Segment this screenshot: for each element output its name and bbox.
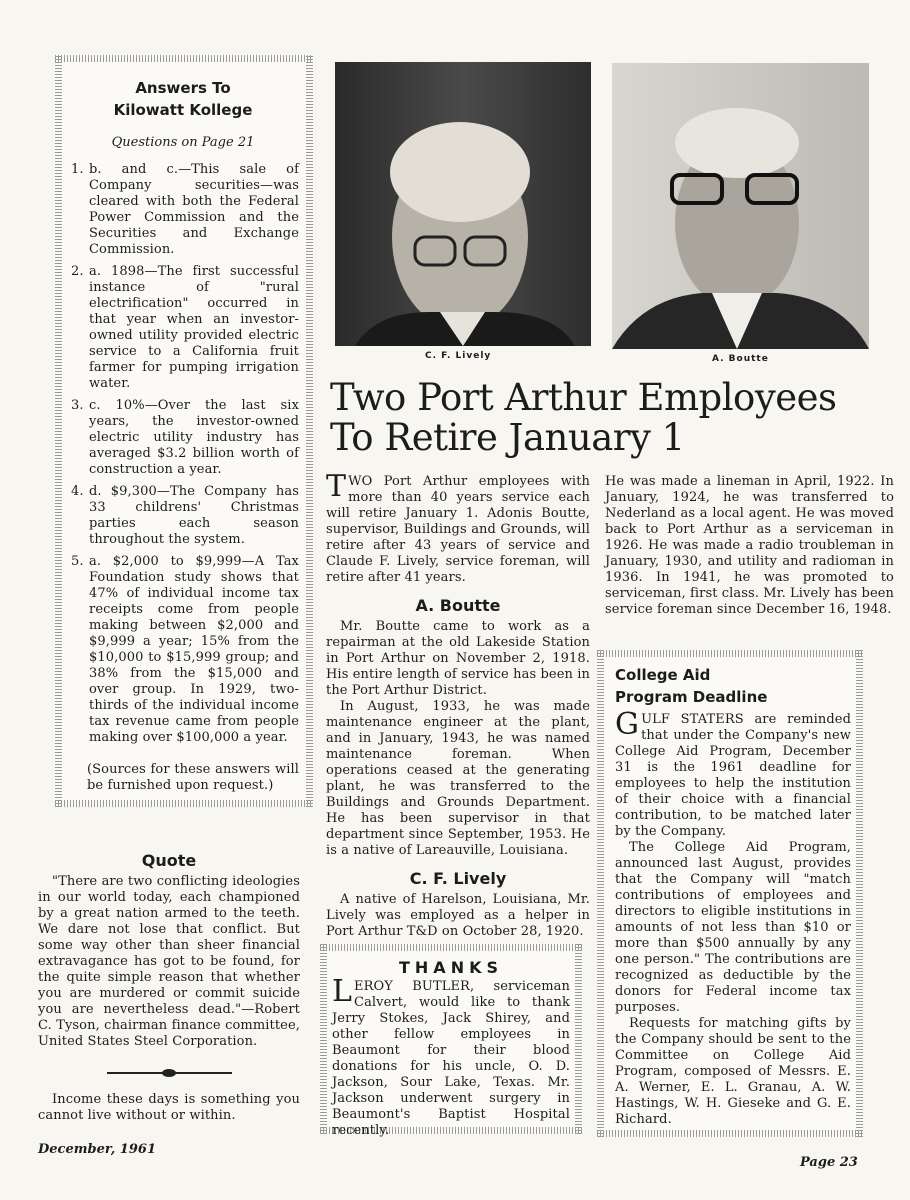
answer-text: a. 1898—The first successful instance of "rural electrification" occurred in that year when an investor-owned utility provided electric service to a California fruit farmer for pumping irrigation water. xyxy=(89,264,299,391)
answer-text: d. $9,300—The Company has 33 childrens' Christmas parties each season throughout the system. xyxy=(89,484,299,547)
answer-item xyxy=(67,554,299,746)
footer-date: December, 1961 xyxy=(38,1142,156,1157)
answer-item xyxy=(67,162,299,258)
answers-note: (Sources for these answers will be furnished upon request.) xyxy=(87,762,299,793)
answers-title xyxy=(67,77,299,121)
article-column-2 xyxy=(605,474,894,618)
portrait-lively-image xyxy=(335,62,591,346)
page-number: Page 23 xyxy=(800,1155,858,1170)
answer-number: 5. xyxy=(71,554,84,569)
answer-item xyxy=(67,484,299,548)
drop-cap: T xyxy=(326,469,347,504)
boutte-heading: A. Boutte xyxy=(415,596,501,615)
answers-title-line2: Kilowatt Kollege xyxy=(113,101,253,119)
quote-section xyxy=(38,845,300,1124)
answers-subtitle: Questions on Page 21 xyxy=(111,135,255,150)
drop-cap: G xyxy=(615,707,640,742)
answers-title-line1: Answers To xyxy=(135,79,231,97)
filler-text: Income these days is something you cannot live without or within. xyxy=(38,1092,300,1123)
answers-list xyxy=(67,162,299,746)
article-column-1 xyxy=(326,469,590,940)
lively-paragraph: A native of Harelson, Louisiana, Mr. Lively was employed as a helper in Port Arthur T&D on October 28, 1920. xyxy=(326,892,590,939)
photo-lively xyxy=(335,62,591,346)
college-title-line2: Program Deadline xyxy=(615,688,768,706)
lively-heading: C. F. Lively xyxy=(409,869,507,888)
answer-number: 3. xyxy=(71,398,84,413)
answer-text: b. and c.—This sale of Company securities—was cleared with both the Federal Power Commission and the Securities and Exchange Commission. xyxy=(89,162,299,257)
college-aid-box xyxy=(597,650,863,1137)
thanks-box xyxy=(320,944,582,1138)
photo-boutte xyxy=(612,63,869,349)
answers-box xyxy=(55,55,313,807)
boutte-paragraph: Mr. Boutte came to work as a repairman at the old Lakeside Station in Port Arthur on November 2, 1918. His entire length of service has been in the Port Arthur District. xyxy=(326,619,590,698)
article-headline xyxy=(330,378,837,458)
headline-line1: Two Port Arthur Employees xyxy=(330,376,837,419)
caption-lively: C. F. Lively xyxy=(425,351,492,361)
lively-paragraph: He was made a lineman in April, 1922. In January, 1924, he was transferred to Nederland as a local agent. He was moved back to Port Arthur as a serviceman in 1926. He was made a radio troubleman in January, 1930, and utility and radioman in 1936. In 1941, he was promoted to serviceman, first class. Mr. Lively has been service foreman since December 16, 1948. xyxy=(605,474,895,617)
article-intro: WO Port Arthur employees with more than 40 years service each will retire January 1. Adonis Boutte, supervisor, Buildings and Grounds, will retire after 43 years of service and Claude F. Lively, service foreman, will retire after 41 years. xyxy=(326,474,590,585)
answer-item xyxy=(67,398,299,478)
boutte-paragraph: In August, 1933, he was made maintenance engineer at the plant, and in January, 1943, he was named maintenance foreman. When operations ceased at the generating plant, he was transferred to the Buildings and Grounds Department. He has been supervisor in that department since September, 1953. He is a native of Lareauville, Louisiana. xyxy=(326,699,590,858)
quote-title: Quote xyxy=(141,851,197,870)
drop-cap: L xyxy=(332,974,353,1009)
college-title-line1: College Aid xyxy=(615,666,711,684)
ornament-divider xyxy=(107,1072,232,1074)
answer-text: a. $2,000 to $9,999—A Tax Foundation study shows that 47% of individual income tax receipts come from people making between $2,000 and $9,999 a year; 15% from the $10,000 to $15,999 group; and 38% from the $15,000 and over group. In 1929, two-thirds of the individual income tax revenue came from people making over $100,000 a year. xyxy=(89,554,299,745)
headline-line2: To Retire January 1 xyxy=(330,416,685,459)
college-paragraph: ULF STATERS are reminded that under the Company's new College Aid Program, December 31 is the 1961 deadline for employees to help the institution of their choice with a financial contribution, to be matched later by the Company. xyxy=(615,712,851,839)
answer-item xyxy=(67,264,299,392)
college-paragraph: The College Aid Program, announced last August, provides that the Company will "match contributions of employees and directors to eligible institutions in amounts of not less than $10 or more than $500 annually by any one person." The contributions are recognized as deductible by the donors for Federal income tax purposes. xyxy=(615,840,851,1015)
college-title xyxy=(615,664,851,708)
thanks-text: EROY BUTLER, serviceman Calvert, would like to thank Jerry Stokes, Jack Shirey, and other fellow employees in Beaumont for their blood donations for his uncle, O. D. Jackson, Sour Lake, Texas. Mr. Jackson underwent surgery in Beaumont's Baptist Hospital recently. xyxy=(332,979,570,1138)
college-paragraph: Requests for matching gifts by the Company should be sent to the Committee on College Aid Program, composed of Messrs. E. A. Werner, E. L. Granau, A. W. Hastings, W. H. Gieseke and G. E. Richard. xyxy=(615,1016,851,1127)
caption-boutte: A. Boutte xyxy=(712,354,769,364)
answer-number: 2. xyxy=(71,264,84,279)
answer-number: 1. xyxy=(71,162,84,177)
answer-text: c. 10%—Over the last six years, the investor-owned electric utility industry has averaged $3.2 billion worth of construction a year. xyxy=(89,398,299,477)
portrait-boutte-image xyxy=(612,63,869,349)
answer-number: 4. xyxy=(71,484,84,499)
thanks-title: THANKS xyxy=(399,958,503,977)
quote-text: "There are two conflicting ideologies in our world today, each championed by a great nation armed to the teeth. We dare not lose that conflict. But some way other than sheer financial extravagance has got to be found, for the quite simple reason that whether you are murdered or commit suicide you are nevertheless dead."—Robert C. Tyson, chairman finance committee, United States Steel Corporation. xyxy=(38,874,300,1049)
